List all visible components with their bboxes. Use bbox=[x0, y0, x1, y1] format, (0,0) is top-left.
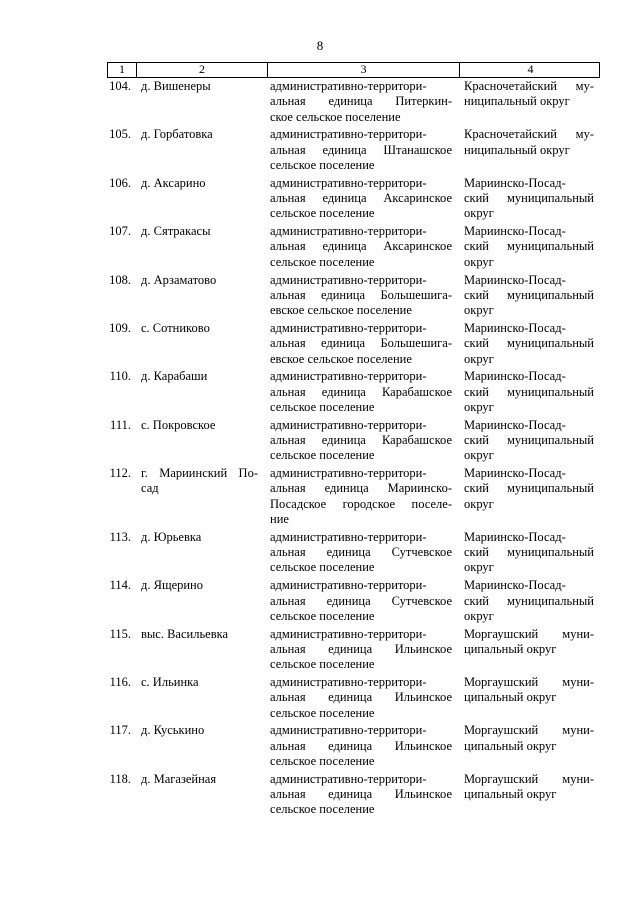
territorial-unit-line: альная единица Сутчевское bbox=[270, 593, 452, 608]
municipal-district-line: ский муниципальный bbox=[464, 593, 594, 608]
territorial-unit-line: альная единица Ильинское bbox=[270, 690, 452, 705]
territorial-unit-line: сельское поселение bbox=[270, 753, 375, 768]
territorial-unit-cell bbox=[266, 578, 458, 624]
municipal-district-line: ский муниципальный bbox=[464, 287, 594, 302]
municipal-district-line: Моргаушский муни- bbox=[464, 723, 594, 738]
municipal-district-cell bbox=[458, 578, 600, 624]
territorial-unit-line: административно-территори- bbox=[270, 674, 427, 689]
municipal-district-line: ниципальный округ bbox=[464, 142, 570, 157]
settlement-name-cell bbox=[135, 772, 266, 818]
settlement-name-cell bbox=[135, 578, 266, 624]
territorial-unit-line: административно-территори- bbox=[270, 626, 427, 641]
table-header-row bbox=[107, 62, 600, 78]
settlement-name-cell bbox=[135, 530, 266, 576]
municipal-district-line: ципальный округ bbox=[464, 641, 557, 656]
municipal-district-line: Мариинско-Посад- bbox=[464, 578, 566, 593]
territorial-unit-line: альная единица Мариинско- bbox=[270, 481, 452, 496]
row-number: 106. bbox=[109, 175, 131, 190]
municipal-district-line: округ bbox=[464, 303, 494, 318]
territorial-unit-line: альная единица Штанашское bbox=[270, 142, 452, 157]
settlement-name-cell bbox=[135, 723, 266, 769]
settlement-name-line: д. Магазейная bbox=[141, 771, 217, 786]
territorial-unit-line: сельское поселение bbox=[270, 157, 375, 172]
municipal-district-cell bbox=[458, 723, 600, 769]
row-number: 109. bbox=[109, 320, 131, 335]
territorial-unit-line: альная единица Большешига- bbox=[270, 287, 452, 302]
territorial-unit-cell bbox=[266, 321, 458, 367]
settlement-name-cell bbox=[135, 321, 266, 367]
page-number: 8 bbox=[316, 38, 324, 53]
row-number: 110. bbox=[109, 369, 131, 384]
municipal-district-line: Мариинско-Посад- bbox=[464, 417, 566, 432]
municipal-district-line: ский муниципальный bbox=[464, 433, 594, 448]
municipal-district-line: ский муниципальный bbox=[464, 384, 594, 399]
municipal-district-line: Красночетайский му- bbox=[464, 127, 594, 142]
territorial-unit-line: сельское поселение bbox=[270, 560, 375, 575]
territorial-unit-line: сельское поселение bbox=[270, 254, 375, 269]
territorial-unit-line: альная единица Сутчевское bbox=[270, 545, 452, 560]
settlement-name-cell bbox=[135, 627, 266, 673]
settlement-name-line: д. Горбатовка bbox=[141, 127, 213, 142]
table-row bbox=[107, 176, 600, 222]
row-number: 114. bbox=[109, 578, 131, 593]
municipal-district-cell bbox=[458, 675, 600, 721]
settlement-name-line: д. Сятракасы bbox=[141, 224, 211, 239]
settlement-name-line: д. Куськино bbox=[141, 723, 205, 738]
territorial-unit-line: административно-территори- bbox=[270, 272, 427, 287]
territorial-unit-line: сельское поселение bbox=[270, 705, 375, 720]
municipal-district-cell bbox=[458, 418, 600, 464]
municipal-district-cell bbox=[458, 273, 600, 319]
municipal-district-line: округ bbox=[464, 496, 494, 511]
settlement-name-line: сад bbox=[141, 481, 159, 496]
municipal-district-line: округ bbox=[464, 254, 494, 269]
territorial-unit-cell bbox=[266, 176, 458, 222]
table-row bbox=[107, 723, 600, 769]
settlement-name-line: д. Вишенеры bbox=[141, 79, 211, 93]
territorial-unit-line: альная единица Карабашское bbox=[270, 384, 452, 399]
municipal-district-line: Красночетайский му- bbox=[464, 79, 594, 93]
territorial-unit-line: альная единица Ильинское bbox=[270, 738, 452, 753]
municipal-district-cell bbox=[458, 176, 600, 222]
settlement-name-cell bbox=[135, 127, 266, 173]
territorial-unit-line: альная единица Аксаринское bbox=[270, 239, 452, 254]
territorial-unit-line: административно-территори- bbox=[270, 369, 427, 384]
municipal-district-line: ниципальный округ bbox=[464, 94, 570, 109]
territorial-unit-line: административно-территори- bbox=[270, 466, 427, 481]
municipal-district-line: округ bbox=[464, 608, 494, 623]
territorial-unit-cell bbox=[266, 772, 458, 818]
territorial-unit-line: административно-территори- bbox=[270, 578, 427, 593]
territorial-unit-line: ние bbox=[270, 512, 289, 527]
territorial-unit-line: альная единица Карабашское bbox=[270, 433, 452, 448]
territorial-unit-line: сельское поселение bbox=[270, 608, 375, 623]
municipal-district-line: ский муниципальный bbox=[464, 545, 594, 560]
territorial-unit-line: административно-территори- bbox=[270, 224, 427, 239]
column-header-1: 1 bbox=[119, 62, 125, 76]
municipal-district-line: Моргаушский муни- bbox=[464, 771, 594, 786]
territorial-unit-line: сельское поселение bbox=[270, 448, 375, 463]
settlement-name-cell bbox=[135, 273, 266, 319]
municipal-district-line: Мариинско-Посад- bbox=[464, 272, 566, 287]
table-row bbox=[107, 321, 600, 367]
settlements-table bbox=[107, 62, 600, 820]
row-number: 112. bbox=[109, 466, 131, 481]
settlement-name-line: д. Аксарино bbox=[141, 175, 206, 190]
settlement-name-line: г. Мариинский По- bbox=[141, 466, 258, 481]
column-header-2: 2 bbox=[136, 63, 267, 77]
municipal-district-line: ский муниципальный bbox=[464, 191, 594, 206]
settlement-name-line: с. Сотниково bbox=[141, 320, 210, 335]
settlement-name-line: д. Арзаматово bbox=[141, 272, 217, 287]
settlement-name-line: д. Ящерино bbox=[141, 578, 203, 593]
row-number: 105. bbox=[109, 127, 131, 142]
settlement-name-cell bbox=[135, 418, 266, 464]
territorial-unit-cell bbox=[266, 369, 458, 415]
table-row bbox=[107, 273, 600, 319]
territorial-unit-cell bbox=[266, 79, 458, 125]
territorial-unit-line: административно-территори- bbox=[270, 127, 427, 142]
table-row bbox=[107, 578, 600, 624]
settlement-name-line: д. Карабаши bbox=[141, 369, 208, 384]
municipal-district-cell bbox=[458, 224, 600, 270]
table-body bbox=[107, 79, 600, 818]
territorial-unit-line: административно-территори- bbox=[270, 320, 427, 335]
territorial-unit-line: сельское поселение bbox=[270, 399, 375, 414]
territorial-unit-line: сельское поселение bbox=[270, 657, 375, 672]
table-row bbox=[107, 675, 600, 721]
settlement-name-line: с. Покровское bbox=[141, 417, 216, 432]
municipal-district-line: Мариинско-Посад- bbox=[464, 224, 566, 239]
territorial-unit-line: ское сельское поселение bbox=[270, 109, 401, 124]
municipal-district-line: ципальный округ bbox=[464, 787, 557, 802]
municipal-district-line: ский муниципальный bbox=[464, 336, 594, 351]
table-row bbox=[107, 224, 600, 270]
table-row bbox=[107, 772, 600, 818]
territorial-unit-line: евское сельское поселение bbox=[270, 303, 412, 318]
table-row bbox=[107, 127, 600, 173]
row-number: 113. bbox=[109, 529, 131, 544]
municipal-district-cell bbox=[458, 530, 600, 576]
municipal-district-line: Мариинско-Посад- bbox=[464, 529, 566, 544]
row-number: 107. bbox=[109, 224, 131, 239]
territorial-unit-line: административно-территори- bbox=[270, 417, 427, 432]
table-row bbox=[107, 418, 600, 464]
territorial-unit-line: административно-территори- bbox=[270, 723, 427, 738]
municipal-district-cell bbox=[458, 321, 600, 367]
row-number: 111. bbox=[110, 417, 131, 432]
municipal-district-line: Моргаушский муни- bbox=[464, 674, 594, 689]
row-number: 118. bbox=[109, 771, 131, 786]
row-number: 117. bbox=[109, 723, 131, 738]
territorial-unit-cell bbox=[266, 466, 458, 527]
row-number: 115. bbox=[109, 626, 131, 641]
settlement-name-cell bbox=[135, 224, 266, 270]
territorial-unit-line: административно-территори- bbox=[270, 79, 427, 93]
table-row bbox=[107, 627, 600, 673]
municipal-district-cell bbox=[458, 466, 600, 527]
table-row bbox=[107, 369, 600, 415]
municipal-district-line: Мариинско-Посад- bbox=[464, 466, 566, 481]
municipal-district-line: ский муниципальный bbox=[464, 239, 594, 254]
territorial-unit-line: административно-территори- bbox=[270, 175, 427, 190]
municipal-district-line: Мариинско-Посад- bbox=[464, 369, 566, 384]
table-row bbox=[107, 79, 600, 125]
territorial-unit-line: евское сельское поселение bbox=[270, 351, 412, 366]
row-number: 104. bbox=[109, 79, 131, 93]
column-header-3: 3 bbox=[267, 63, 459, 77]
municipal-district-cell bbox=[458, 369, 600, 415]
settlement-name-line: с. Ильинка bbox=[141, 674, 199, 689]
settlement-name-line: д. Юрьевка bbox=[141, 529, 202, 544]
territorial-unit-line: административно-территори- bbox=[270, 771, 427, 786]
territorial-unit-line: альная единица Аксаринское bbox=[270, 191, 452, 206]
territorial-unit-line: административно-территори- bbox=[270, 529, 427, 544]
municipal-district-line: Моргаушский муни- bbox=[464, 626, 594, 641]
municipal-district-line: округ bbox=[464, 206, 494, 221]
settlement-name-cell bbox=[135, 369, 266, 415]
municipal-district-line: округ bbox=[464, 560, 494, 575]
territorial-unit-line: альная единица Ильинское bbox=[270, 787, 452, 802]
territorial-unit-cell bbox=[266, 224, 458, 270]
territorial-unit-cell bbox=[266, 675, 458, 721]
municipal-district-line: ципальный округ bbox=[464, 690, 557, 705]
territorial-unit-cell bbox=[266, 627, 458, 673]
settlement-name-cell bbox=[135, 176, 266, 222]
municipal-district-line: Мариинско-Посад- bbox=[464, 320, 566, 335]
territorial-unit-cell bbox=[266, 530, 458, 576]
territorial-unit-cell bbox=[266, 127, 458, 173]
settlement-name-cell bbox=[135, 675, 266, 721]
municipal-district-line: ский муниципальный bbox=[464, 481, 594, 496]
territorial-unit-cell bbox=[266, 418, 458, 464]
table-row bbox=[107, 466, 600, 527]
municipal-district-cell bbox=[458, 127, 600, 173]
municipal-district-cell bbox=[458, 627, 600, 673]
territorial-unit-line: Посадское городское поселе- bbox=[270, 496, 452, 511]
municipal-district-cell bbox=[458, 772, 600, 818]
column-header-4: 4 bbox=[459, 63, 601, 77]
territorial-unit-line: сельское поселение bbox=[270, 206, 375, 221]
territorial-unit-cell bbox=[266, 723, 458, 769]
municipal-district-line: округ bbox=[464, 399, 494, 414]
table-row bbox=[107, 530, 600, 576]
territorial-unit-line: альная единица Ильинское bbox=[270, 641, 452, 656]
territorial-unit-line: сельское поселение bbox=[270, 802, 375, 817]
settlement-name-cell bbox=[135, 79, 266, 125]
municipal-district-cell bbox=[458, 79, 600, 125]
municipal-district-line: округ bbox=[464, 351, 494, 366]
territorial-unit-cell bbox=[266, 273, 458, 319]
settlement-name-cell bbox=[135, 466, 266, 527]
row-number: 116. bbox=[109, 674, 131, 689]
municipal-district-line: ципальный округ bbox=[464, 738, 557, 753]
municipal-district-line: Мариинско-Посад- bbox=[464, 175, 566, 190]
territorial-unit-line: альная единица Большешига- bbox=[270, 336, 452, 351]
settlement-name-line: выс. Васильевка bbox=[141, 626, 229, 641]
territorial-unit-line: альная единица Питеркин- bbox=[270, 94, 452, 109]
row-number: 108. bbox=[109, 272, 131, 287]
municipal-district-line: округ bbox=[464, 448, 494, 463]
